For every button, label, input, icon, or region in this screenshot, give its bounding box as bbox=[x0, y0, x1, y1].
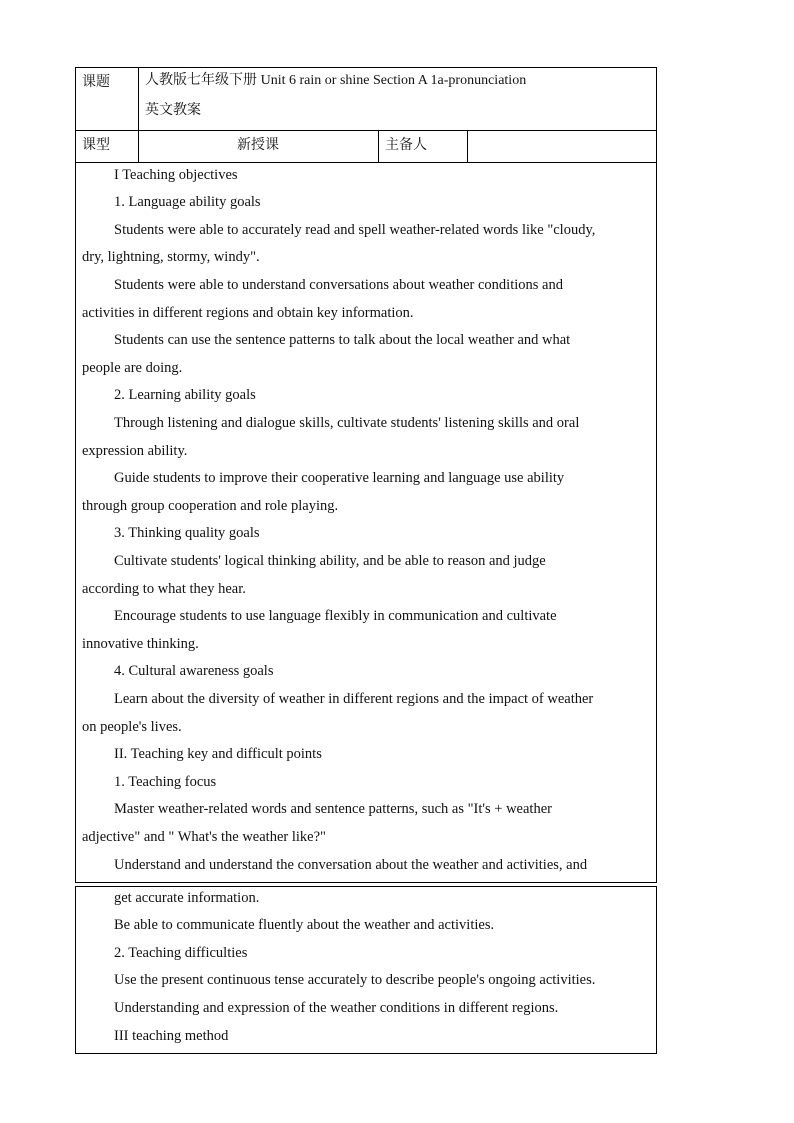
topic-line-2: 英文教案 bbox=[145, 102, 201, 118]
paragraph-line: Through listening and dialogue skills, cultivate students' listening skills and oral bbox=[114, 415, 580, 431]
topic-label: 课题 bbox=[82, 74, 110, 90]
paragraph-line: innovative thinking. bbox=[82, 636, 199, 652]
paragraph-line: Learn about the diversity of weather in different regions and the impact of weather bbox=[114, 691, 594, 707]
paragraph-line: adjective" and " What's the weather like?" bbox=[82, 829, 326, 845]
paragraph-line: according to what they hear. bbox=[82, 581, 246, 597]
paragraph-line: expression ability. bbox=[82, 443, 188, 459]
cultural-goals-heading: 4. Cultural awareness goals bbox=[114, 663, 274, 679]
paragraph-line: Master weather-related words and sentence patterns, such as "It's + weather bbox=[114, 801, 552, 817]
topic-line-1 bbox=[145, 66, 526, 95]
col-divider-type-value bbox=[378, 130, 379, 162]
paragraph-line: people are doing. bbox=[82, 360, 183, 376]
objectives-heading: I Teaching objectives bbox=[114, 167, 238, 183]
teaching-difficulties-heading: 2. Teaching difficulties bbox=[114, 945, 248, 961]
key-points-heading: II. Teaching key and difficult points bbox=[114, 746, 322, 762]
type-value: 新授课 bbox=[237, 137, 279, 153]
paragraph-line: Guide students to improve their cooperative learning and language use ability bbox=[114, 470, 565, 486]
paragraph-line: Students were able to understand conversations about weather conditions and bbox=[114, 277, 563, 293]
thinking-goals-heading: 3. Thinking quality goals bbox=[114, 525, 260, 541]
learning-goals-heading: 2. Learning ability goals bbox=[114, 387, 256, 403]
paragraph-line: Understand and understand the conversation about the weather and activities, and bbox=[114, 857, 588, 873]
paragraph-line: Students can use the sentence patterns to talk about the local weather and what bbox=[114, 332, 571, 348]
paragraph-line: on people's lives. bbox=[82, 719, 182, 735]
paragraph-line: activities in different regions and obtain key information. bbox=[82, 305, 414, 321]
row-divider-type bbox=[76, 162, 656, 163]
topic-unit: Unit 6 rain or shine Section A 1a-pronunciation bbox=[260, 73, 527, 88]
paragraph-line: get accurate information. bbox=[114, 890, 260, 906]
preparer-label: 主备人 bbox=[385, 137, 427, 153]
teaching-method-heading: III teaching method bbox=[114, 1028, 229, 1044]
type-label: 课型 bbox=[82, 137, 110, 153]
paragraph-line: Students were able to accurately read and spell weather-related words like "cloudy, bbox=[114, 222, 596, 238]
paragraph-line: Encourage students to use language flexibly in communication and cultivate bbox=[114, 608, 557, 624]
paragraph-line: Use the present continuous tense accurately to describe people's ongoing activities. bbox=[114, 972, 596, 988]
col-divider-preparer bbox=[467, 130, 468, 162]
language-goals-heading: 1. Language ability goals bbox=[114, 194, 261, 210]
topic-textbook: 人教版七年级下册 bbox=[145, 72, 257, 88]
paragraph-line: Understanding and expression of the weather conditions in different regions. bbox=[114, 1000, 559, 1016]
paragraph-line: Be able to communicate fluently about the weather and activities. bbox=[114, 917, 495, 933]
paragraph-line: Cultivate students' logical thinking ability, and be able to reason and judge bbox=[114, 553, 546, 569]
paragraph-line: dry, lightning, stormy, windy". bbox=[82, 249, 260, 265]
teaching-focus-heading: 1. Teaching focus bbox=[114, 774, 217, 790]
paragraph-line: through group cooperation and role playing. bbox=[82, 498, 339, 514]
